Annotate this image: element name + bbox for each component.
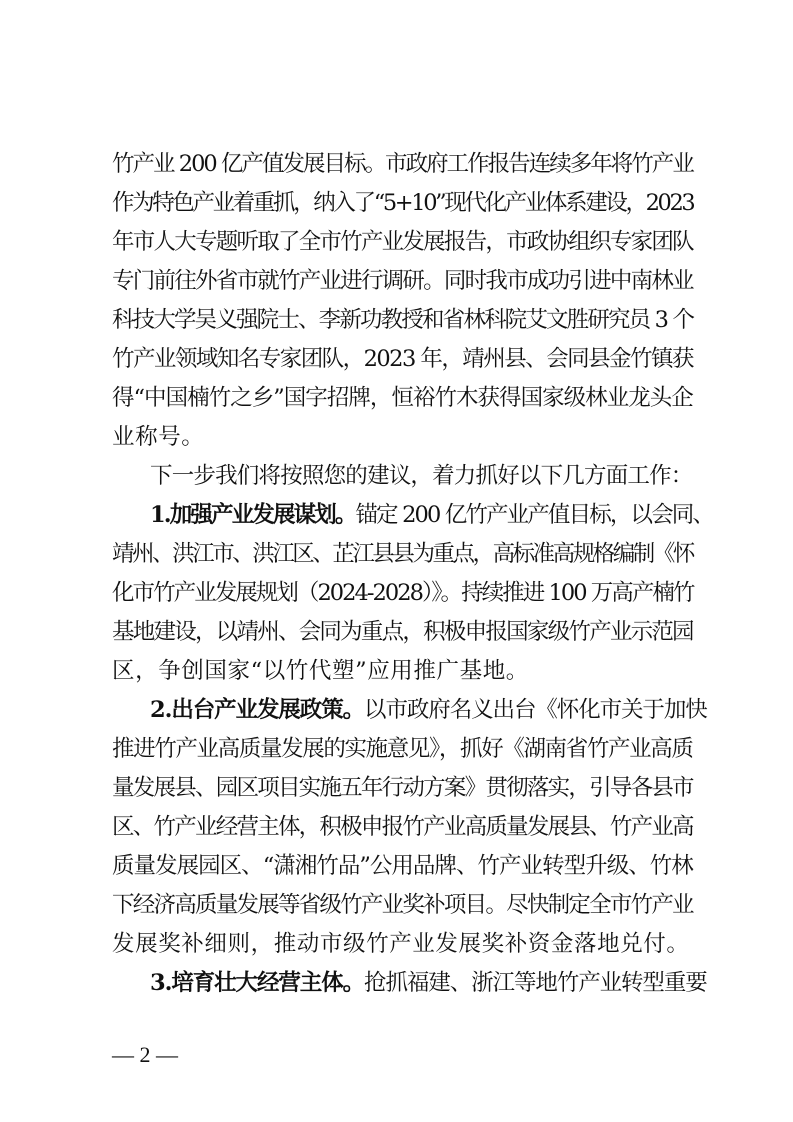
item-2-line-2: 推进竹产业高质量发展的实施意见》，抓好《湖南省竹产业高质	[112, 736, 693, 762]
item-1-line-2: 靖州、洪江市、洪江区、芷江县县为重点，高标准高规格编制《怀	[112, 541, 693, 567]
item-3-text: 抢抓福建、浙江等地竹产业转型重要	[364, 970, 707, 996]
item-2-line-3: 量发展县、园区项目实施五年行动方案》贯彻落实，引导各县市	[112, 775, 693, 801]
item-1-line-4: 基地建设，以靖州、会同为重点，积极申报国家级竹产业示范园	[112, 619, 693, 645]
paragraph-line-4: 专门前往外省市就竹产业进行调研。同时我市成功引进中南林业	[112, 268, 693, 294]
item-1-line-3: 化市竹产业发展规划（2024-2028）》。持续推进 100 万高产楠竹	[112, 580, 694, 606]
page-number: — 2 —	[112, 1042, 178, 1067]
item-1-line-5: 区，争创国家“以竹代塑”应用推广基地。	[112, 658, 529, 684]
item-3-heading: 3.培育壮大经营主体。	[150, 970, 365, 996]
item-2-line-4: 区、竹产业经营主体，积极申报竹产业高质量发展县、竹产业高	[112, 814, 693, 840]
item-2-line-6: 下经济高质量发展等省级竹产业奖补项目。尽快制定全市竹产业	[112, 892, 693, 918]
item-1-line-1	[150, 500, 713, 530]
paragraph-line-7: 得“中国楠竹之乡”国字招牌，恒裕竹木获得国家级林业龙头企	[112, 385, 693, 411]
paragraph-line-6: 竹产业领域知名专家团队，2023 年，靖州县、会同县金竹镇获	[112, 346, 693, 372]
item-1-heading: 1.加强产业发展谋划。	[150, 502, 356, 528]
item-3-line-1	[150, 968, 707, 998]
item-2-line-7: 发展奖补细则，推动市级竹产业发展奖补资金落地兑付。	[112, 931, 690, 957]
paragraph-line-8: 业称号。	[112, 424, 205, 450]
item-2-line-5: 质量发展园区、“潇湘竹品”公用品牌、竹产业转型升级、竹林	[112, 853, 693, 879]
item-2-heading: 2.出台产业发展政策。	[150, 697, 365, 723]
paragraph-line-1: 竹产业 200 亿产值发展目标。市政府工作报告连续多年将竹产业	[112, 151, 693, 177]
paragraph-line-2: 作为特色产业着重抓，纳入了“5+10”现代化产业体系建设，2023	[112, 190, 694, 216]
item-1-text: 锚定 200 亿竹产业产值目标，以会同、	[355, 502, 714, 528]
item-2-line-1	[150, 695, 707, 725]
paragraph-line-5: 科技大学吴义强院士、李新功教授和省林科院艾文胜研究员 3 个	[112, 307, 694, 333]
item-2-text: 以市政府名义出台《怀化市关于加快	[364, 697, 707, 723]
paragraph-intro-next-steps: 下一步我们将按照您的建议，着力抓好以下几方面工作：	[150, 463, 693, 489]
paragraph-line-3: 年市人大专题听取了全市竹产业发展报告，市政协组织专家团队	[112, 229, 693, 255]
